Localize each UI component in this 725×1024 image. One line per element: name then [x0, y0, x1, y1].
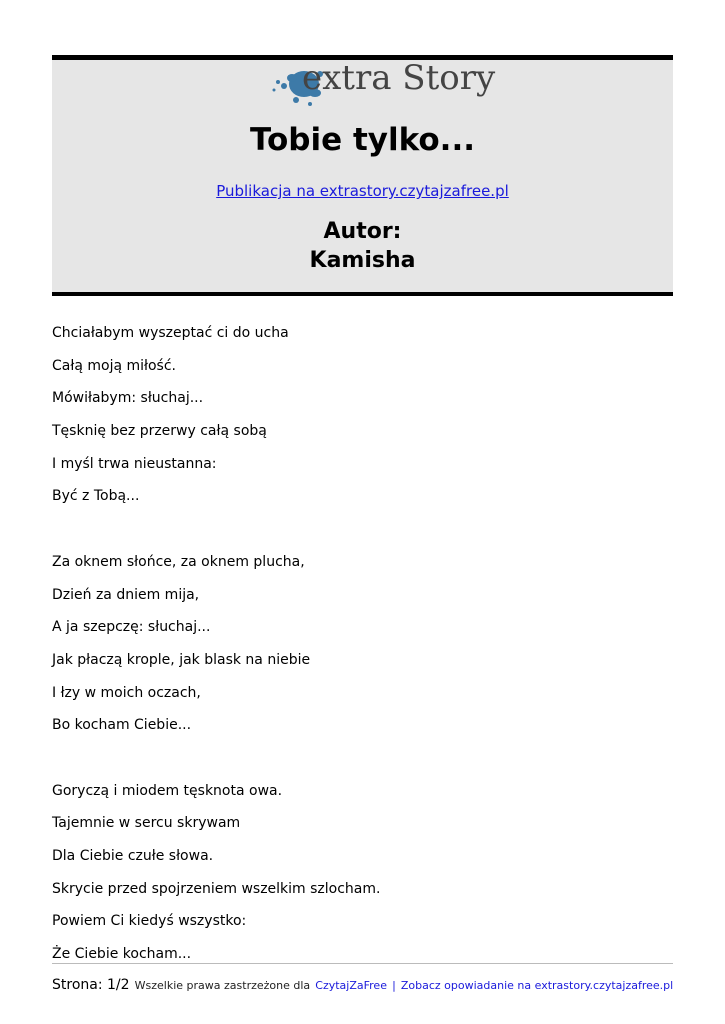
poem-line: Dla Ciebie czułe słowa.	[52, 848, 214, 864]
poem-line: Tęsknię bez przerwy całą sobą	[52, 423, 267, 440]
logo-text: extra Story	[302, 58, 496, 98]
poem-line: Dzień za dniem mija,	[52, 586, 200, 603]
poem-line: Goryczą i miodem tęsknota owa.	[52, 782, 283, 799]
page-number: Strona: 1/2	[52, 977, 130, 993]
stanza-gap	[52, 518, 673, 551]
author-name: Kamisha	[309, 248, 416, 273]
page-title: Tobie tylko...	[249, 122, 476, 158]
brand-link[interactable]: CzytajZaFree	[315, 979, 387, 992]
poem-line: Chciałabym wyszeptać ci do ucha	[52, 325, 289, 341]
poem-line: Całą moją miłość.	[52, 357, 176, 374]
poem-line: Bo kocham Ciebie...	[52, 717, 192, 734]
poem-line: Być z Tobą...	[52, 488, 140, 505]
publication-link[interactable]: Publikacja na extrastory.czytajzafree.pl	[216, 182, 509, 200]
footer	[52, 974, 673, 993]
poem-line: Za oknem słońce, za oknem plucha,	[52, 553, 305, 570]
poem-line: I łzy w moich oczach,	[52, 684, 201, 701]
poem-line: Skrycie przed spojrzeniem wszelkim szlocham.	[52, 880, 381, 897]
poem-line: Mówiłabym: słuchaj...	[52, 390, 204, 407]
poem-body	[52, 322, 673, 976]
story-link[interactable]: Zobacz opowiadanie na extrastory.czytajzafree.pl	[400, 979, 674, 992]
footer-separator: |	[392, 979, 396, 992]
rights-text: Wszelkie prawa zastrzeżone dla	[134, 979, 311, 992]
poem-line: Jak płaczą krople, jak blask na niebie	[52, 651, 311, 668]
poem-line: A ja szepczę: słuchaj...	[52, 619, 211, 636]
author-label: Autor:	[323, 219, 402, 244]
poem-line: Powiem Ci kiedyś wszystko:	[52, 913, 247, 930]
poem-line: I myśl trwa nieustanna:	[52, 455, 217, 472]
stanza-gap	[52, 747, 673, 780]
footer-divider	[52, 963, 673, 964]
poem-line: Że Ciebie kocham...	[52, 946, 192, 963]
poem-line: Tajemnie w sercu skrywam	[52, 815, 241, 832]
